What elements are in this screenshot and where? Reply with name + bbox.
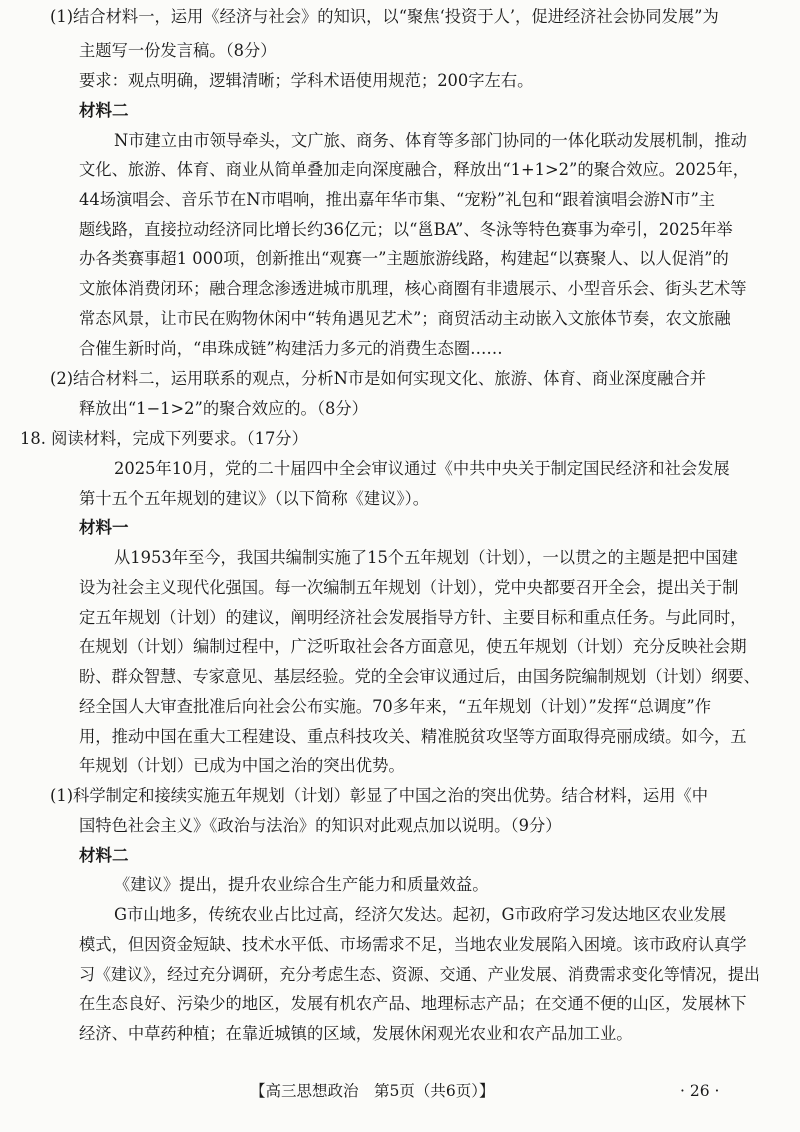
material-2-paragraph-line: 文化、旅游、体育、商业从简单叠加走向深度融合，释放出“1+1>2”的聚合效应。2025年， (79, 160, 750, 179)
question-18-1-line-2: 国特色社会主义》《政治与法治》的知识对此观点加以说明。（9分） (79, 816, 562, 835)
question-1-requirement: 要求：观点明确，逻辑清晰；学科术语使用规范；200字左右。 (79, 71, 534, 90)
page-footer-label: 【高三思想政治 第5页（共6页）】 (250, 1082, 495, 1100)
material-2-paragraph-line: 常态风景，让市民在购物休闲中“转角遇见艺术”；商贸活动主动嵌入文旅体节奏，农文旅融 (79, 309, 731, 328)
material-2-paragraph-line: 44场演唱会、音乐节在N市唱响，推出嘉年华市集、“宠粉”礼包和“跟着演唱会游N市”主 (79, 190, 716, 209)
page-footer-code: · 26 · (680, 1082, 720, 1100)
material-2b-paragraph-line: 经济、中草药种植；在靠近城镇的区域，发展休闲观光农业和农产品加工业。 (79, 1024, 633, 1043)
material-1-paragraph-line: 经全国人大审查批准后向社会公布实施。70多年来，“五年规划（计划）”发挥“总调度”作 (79, 697, 711, 716)
material-1-paragraph-line: 用，推动中国在重大工程建设、重点科技攻关、精准脱贫攻坚等方面取得亮丽成绩。如今，五 (79, 727, 747, 746)
material-2b-paragraph-line: 模式，但因资金短缺、技术水平低、市场需求不足，当地农业发展陷入困境。该市政府认真学 (79, 935, 747, 954)
material-2b-paragraph-line: 在生态良好、污染少的地区，发展有机农产品、地理标志产品；在交通不便的山区，发展林下 (79, 994, 747, 1013)
material-2-heading: 材料二 (79, 101, 129, 120)
material-2b-intro: 《建议》提出，提升农业综合生产能力和质量效益。 (114, 875, 489, 894)
question-18-intro-line: 2025年10月，党的二十届四中全会审议通过《中共中央关于制定国民经济和社会发展 (114, 459, 730, 478)
material-1-paragraph-line: 定五年规划（计划）的建议，阐明经济社会发展指导方针、主要目标和重点任务。与此同时， (79, 608, 747, 627)
material-1-paragraph-line: 年规划（计划）已成为中国之治的突出优势。 (79, 756, 405, 775)
material-1-paragraph-line: 设为社会主义现代化强国。每一次编制五年规划（计划），党中央都要召开全会，提出关于制 (79, 578, 739, 597)
question-1-line-1: (1)结合材料一，运用《经济与社会》的知识，以“聚焦‘投资于人’，促进经济社会协同发展”为 (50, 7, 719, 26)
material-2-paragraph-line: 办各类赛事超1 000项，创新推出“观赛一”主题旅游线路，构建起“以赛聚人、以人促消”的 (79, 249, 729, 268)
material-2b-paragraph-line: G市山地多，传统农业占比过高，经济欠发达。起初，G市政府学习发达地区农业发展 (114, 905, 727, 924)
question-18-intro-line: 第十五个五年规划的建议》（以下简称《建议》）。 (79, 489, 430, 508)
material-2-paragraph-line: 合催生新时尚，“串珠成链”构建活力多元的消费生态圈…… (79, 339, 503, 358)
question-2-line-1: (2)结合材料二，运用联系的观点，分析N市是如何实现文化、旅游、体育、商业深度融合并 (50, 369, 707, 388)
material-2-paragraph-line: N市建立由市领导牵头，文广旅、商务、体育等多部门协同的一体化联动发展机制，推动 (114, 131, 747, 150)
material-2-paragraph-line: 文旅体消费闭环；融合理念渗透进城市肌理，核心商圈有非遗展示、小型音乐会、街头艺术等 (79, 279, 747, 298)
material-1-paragraph-line: 在规划（计划）编制过程中，广泛听取社会各方面意见，使五年规划（计划）充分反映社会期 (79, 637, 747, 656)
material-1-paragraph-line: 盼、群众智慧、专家意见、基层经验。党的全会审议通过后，由国务院编制规划（计划）纲要、 (79, 667, 760, 686)
question-2-line-2: 释放出“1−1>2”的聚合效应的。（8分） (79, 399, 368, 418)
question-18-1-line-1: (1)科学制定和接续实施五年规划（计划）彰显了中国之治的突出优势。结合材料，运用《中 (50, 786, 709, 805)
question-1-line-2: 主题写一份发言稿。（8分） (79, 41, 277, 60)
material-1-heading: 材料一 (79, 518, 129, 537)
material-2-paragraph-line: 题线路，直接拉动经济同比增长约36亿元；以“邕BA”、冬泳等特色赛事为牵引，2025年举 (79, 220, 733, 239)
material-2b-heading: 材料二 (79, 846, 129, 865)
material-1-paragraph-line: 从1953年至今，我国共编制实施了15个五年规划（计划），一以贯之的主题是把中国建 (114, 548, 738, 567)
material-2b-paragraph-line: 习《建议》，经过充分调研，充分考虑生态、资源、交通、产业发展、消费需求变化等情况，提出 (79, 965, 760, 984)
question-18-title: 18. 阅读材料，完成下列要求。（17分） (20, 429, 308, 448)
